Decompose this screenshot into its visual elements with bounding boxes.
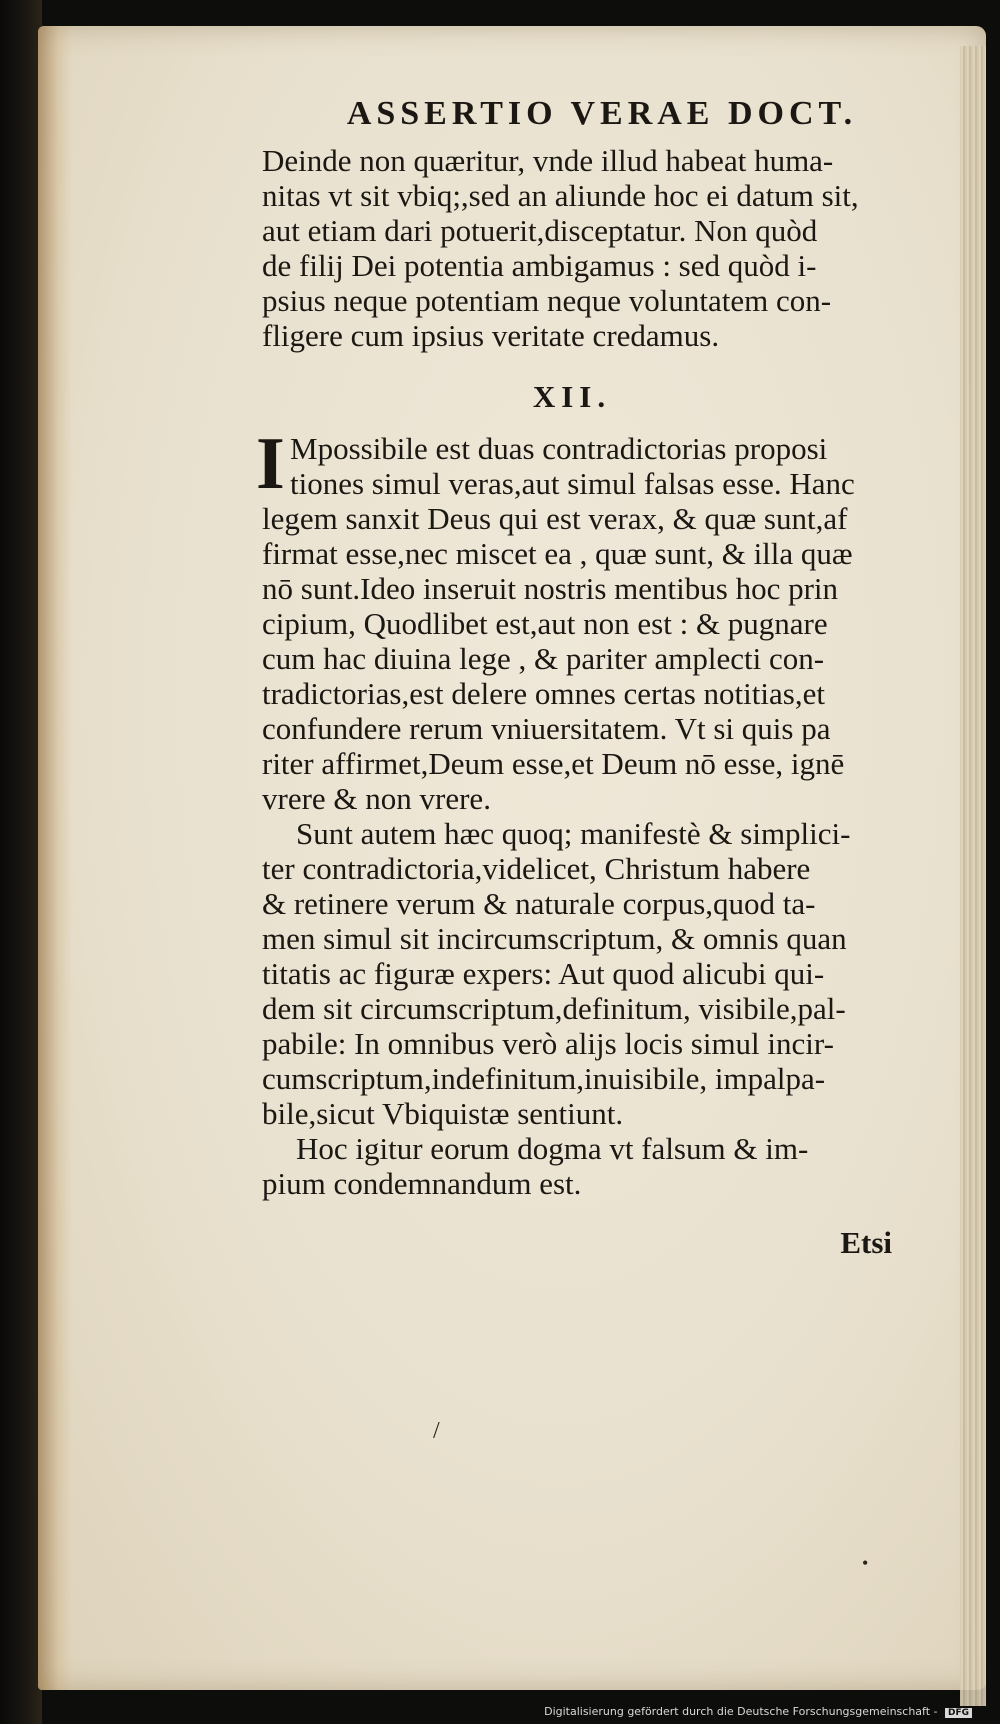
section-number: XII. bbox=[532, 379, 612, 414]
credit-text: Digitalisierung gefördert durch die Deutsche Forschungsgemeinschaft - bbox=[544, 1705, 938, 1718]
page-fore-edge bbox=[960, 46, 986, 1706]
text-line: men simul sit incircumscriptum, & omnis quan bbox=[262, 921, 847, 956]
text-line: & retinere verum & naturale corpus,quod ta- bbox=[262, 886, 816, 921]
section-paragraph-1 bbox=[256, 423, 962, 816]
text-line: titatis ac figuræ expers: Aut quod alicubi qui- bbox=[262, 956, 825, 991]
book-left-edge bbox=[0, 0, 42, 1724]
text-line: de filij Dei potentia ambigamus : sed quòd i- bbox=[262, 248, 817, 283]
ink-mark: / bbox=[433, 1418, 440, 1444]
text-line: cum hac diuina lege , & pariter amplecti con- bbox=[262, 641, 825, 676]
text-line: nitas vt sit vbiq;,sed an aliunde hoc ei datum sit, bbox=[262, 178, 859, 213]
text-line: tiones simul veras,aut simul falsas esse. Hanc bbox=[290, 466, 855, 501]
text-line: pium condemnandum est. bbox=[262, 1166, 582, 1201]
intro-paragraph bbox=[262, 143, 962, 353]
text-line: Deinde non quæritur, vnde illud habeat huma- bbox=[262, 143, 834, 178]
running-head: ASSERTIO VERAE DOCT. bbox=[346, 95, 858, 132]
text-line: riter affirmet,Deum esse,et Deum nō esse, ignē bbox=[262, 746, 845, 781]
digitization-credit bbox=[544, 1705, 972, 1718]
text-line: cipium, Quodlibet est,aut non est : & pugnare bbox=[262, 606, 828, 641]
section-paragraph-3 bbox=[262, 1131, 962, 1201]
text-line: confundere rerum vniuersitatem. Vt si quis pa bbox=[262, 711, 831, 746]
section-paragraph-2 bbox=[262, 816, 962, 1131]
text-line: fligere cum ipsius veritate credamus. bbox=[262, 318, 720, 353]
text-line: firmat esse,nec miscet ea , quæ sunt, & illa quæ bbox=[262, 536, 853, 571]
text-line: bile,sicut Vbiquistæ sentiunt. bbox=[262, 1096, 624, 1131]
text-line: cumscriptum,indefinitum,inuisibile, impalpa- bbox=[262, 1061, 826, 1096]
text-line: aut etiam dari potuerit,disceptatur. Non quòd bbox=[262, 213, 818, 248]
dfg-logo: DFG bbox=[945, 1708, 972, 1718]
text-line: ter contradictoria,videlicet, Christum habere bbox=[262, 851, 811, 886]
text-line: Sunt autem hæc quoq; manifestè & simplici- bbox=[296, 816, 851, 851]
text-line: pabile: In omnibus verò alijs locis simul incir- bbox=[262, 1026, 834, 1061]
ink-mark: • bbox=[862, 1553, 869, 1573]
drop-cap-initial: I bbox=[256, 423, 285, 505]
text-line: nō sunt.Ideo inseruit nostris mentibus hoc prin bbox=[262, 571, 839, 606]
text-line: Mpossibile est duas contradictorias proposi bbox=[290, 431, 828, 466]
page-gutter-stain bbox=[38, 26, 72, 1690]
text-line: psius neque potentiam neque voluntatem con- bbox=[262, 283, 832, 318]
text-line: vrere & non vrere. bbox=[262, 781, 491, 816]
text-line: legem sanxit Deus qui est verax, & quæ sunt,af bbox=[262, 501, 848, 536]
text-line: Hoc igitur eorum dogma vt falsum & im- bbox=[296, 1131, 809, 1166]
text-line: tradictorias,est delere omnes certas notitias,et bbox=[262, 676, 825, 711]
text-line: dem sit circumscriptum,definitum, visibile,pal- bbox=[262, 991, 846, 1026]
catchword: Etsi bbox=[840, 1225, 892, 1260]
printed-text-block bbox=[256, 95, 962, 1261]
